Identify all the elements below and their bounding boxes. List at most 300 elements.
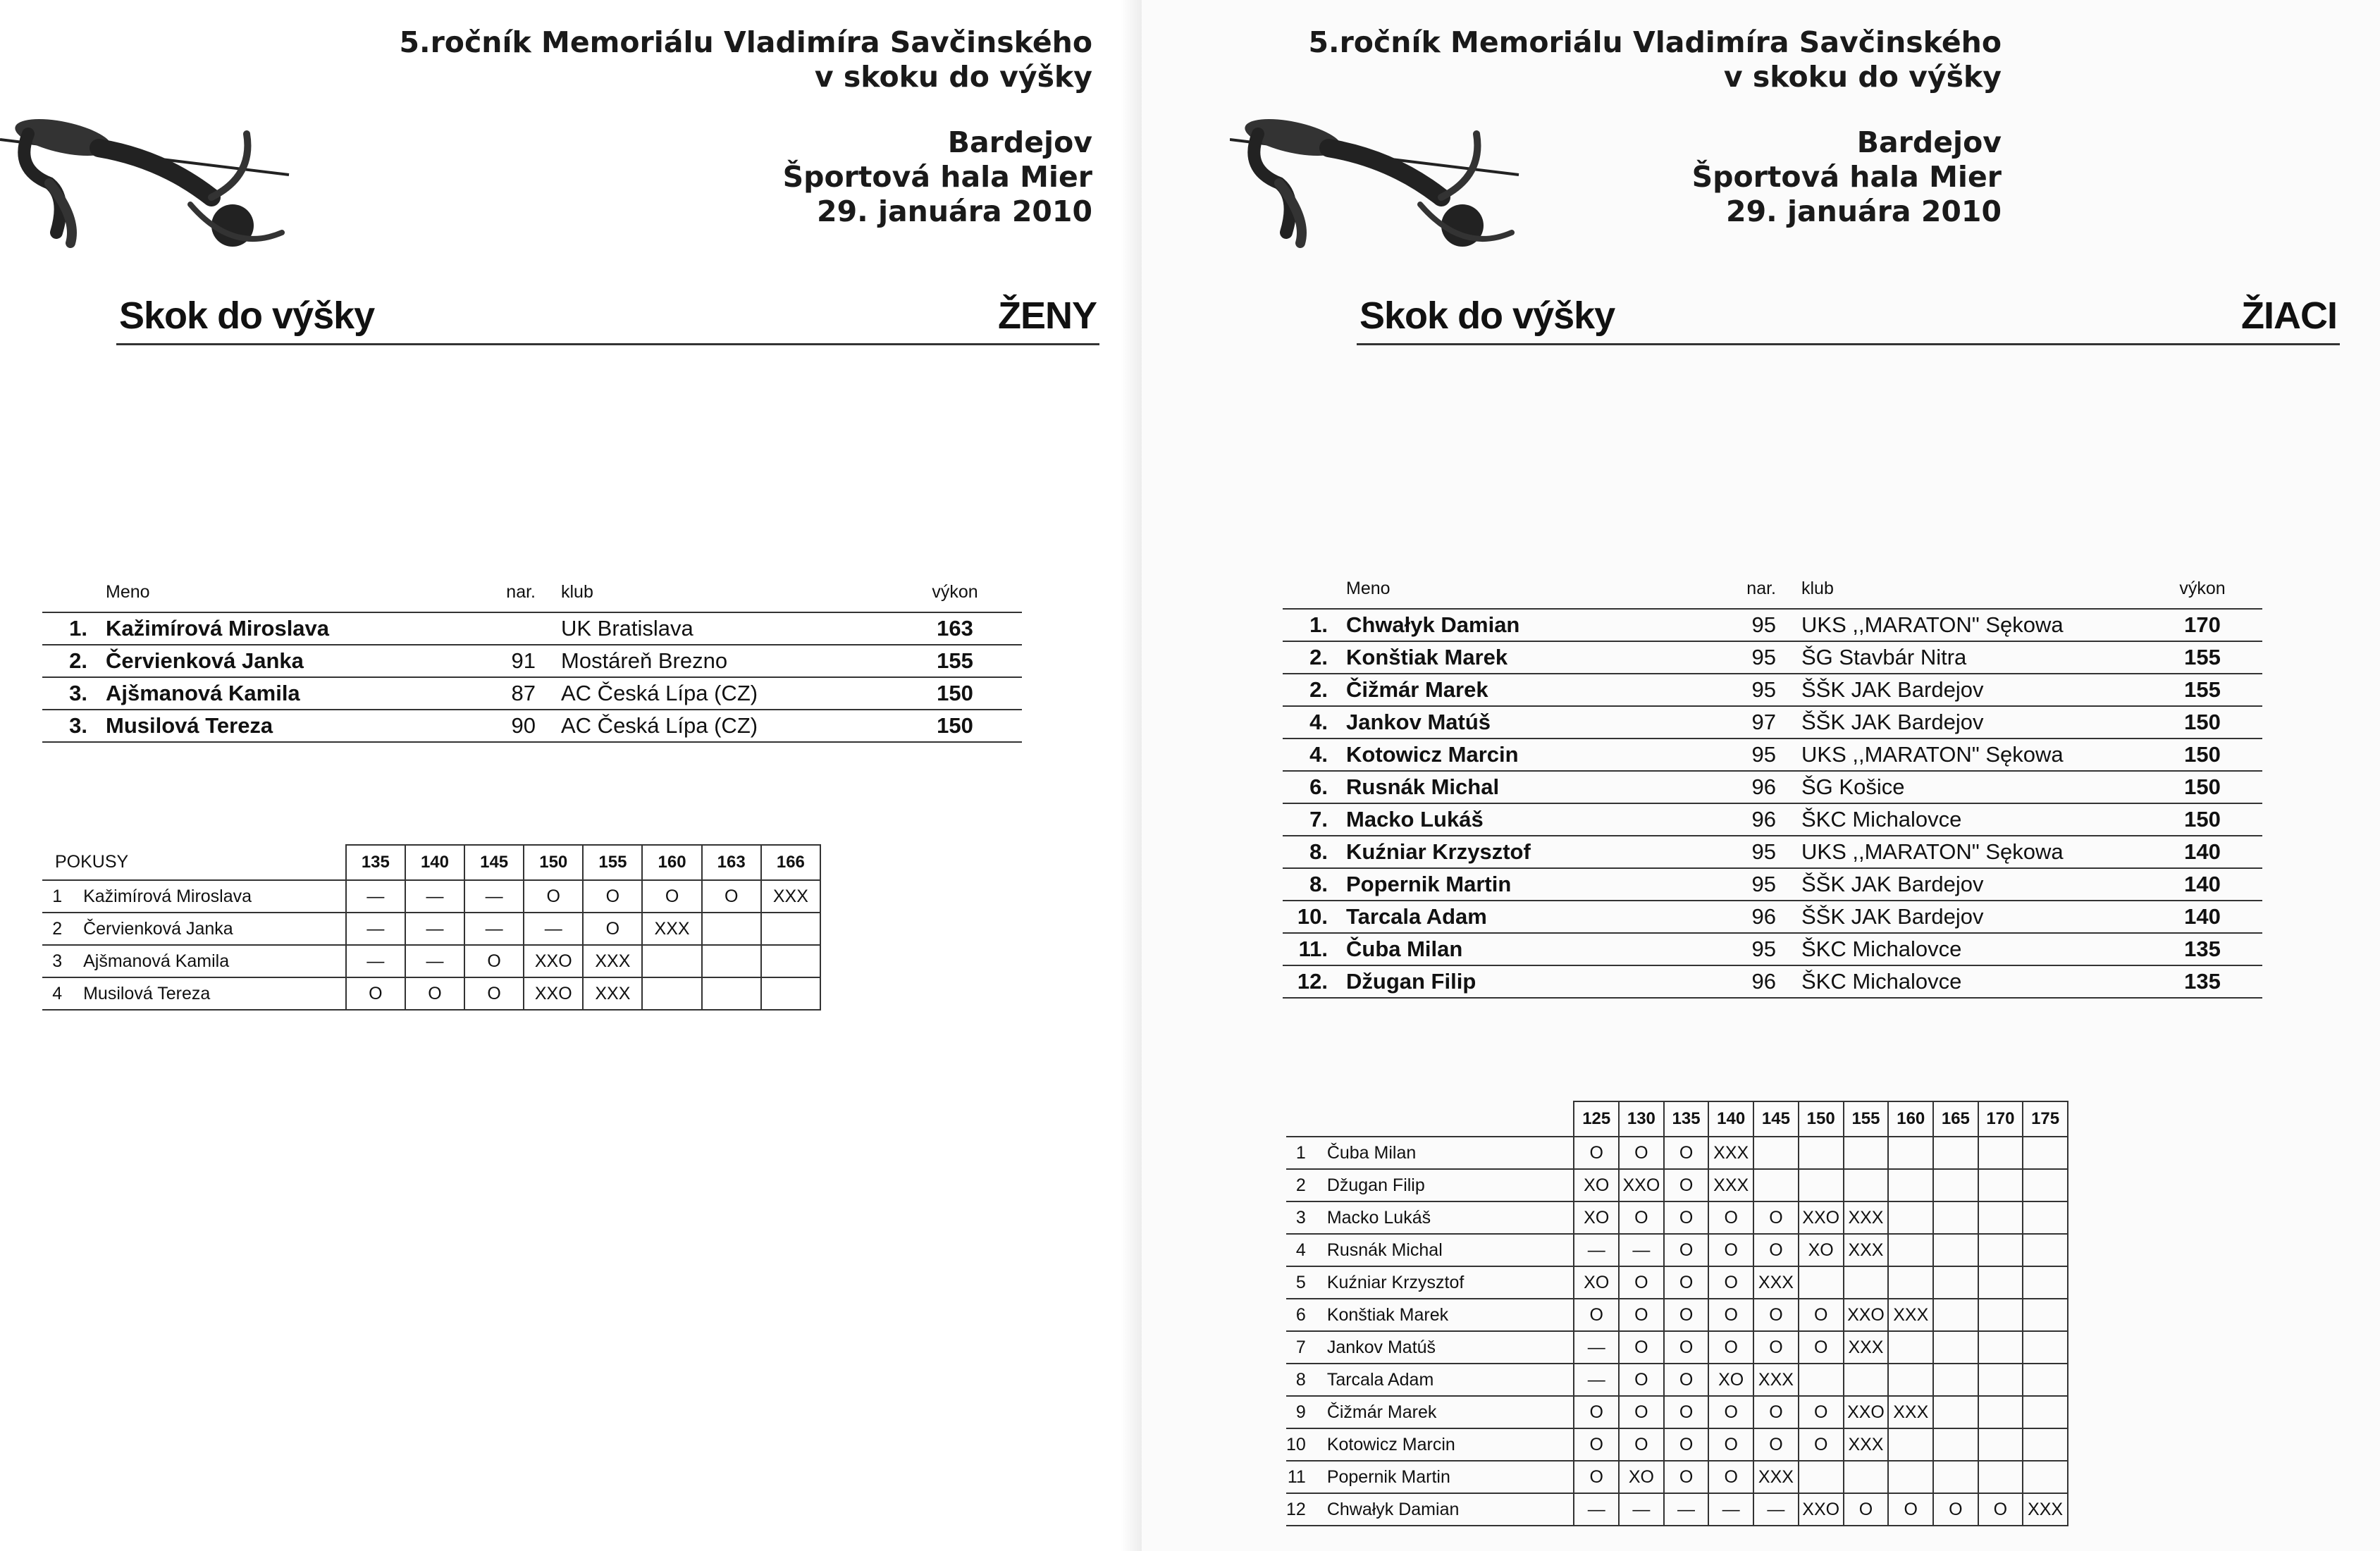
attempts-header-row	[1286, 1101, 2068, 1137]
attempt-mark: XXO	[1799, 1201, 1844, 1234]
result-year: 96	[1677, 901, 1797, 933]
header-name: Meno	[106, 582, 150, 602]
attempt-mark: O	[1619, 1266, 1664, 1299]
attempt-mark: —	[1664, 1493, 1709, 1526]
height-header: 155	[583, 845, 642, 880]
result-club: ŠŠK JAK Bardejov	[1797, 674, 2142, 706]
attempt-mark: O	[1664, 1428, 1709, 1461]
result-rank: 3.	[42, 677, 106, 710]
attempt-mark: O	[1708, 1331, 1753, 1364]
attempt-mark: O	[405, 977, 464, 1010]
attempt-mark	[761, 913, 820, 945]
attempt-mark: O	[1799, 1299, 1844, 1331]
attempt-mark: O	[1708, 1428, 1753, 1461]
attempt-mark: O	[583, 913, 642, 945]
attempt-mark	[1799, 1364, 1844, 1396]
result-club: UKS ,,MARATON" Sękowa	[1797, 739, 2142, 771]
result-name: Džugan Filip	[1346, 965, 1677, 998]
attempt-mark	[1753, 1169, 1799, 1201]
attempts-header-row	[42, 845, 820, 880]
attempt-mark	[2023, 1201, 2068, 1234]
attempt-mark: XXX	[583, 945, 642, 977]
attempt-mark: —	[405, 913, 464, 945]
attempt-mark	[1933, 1364, 1978, 1396]
attempts-table	[1286, 1101, 2068, 1526]
attempt-mark	[1844, 1461, 1889, 1493]
attempt-mark: XO	[1574, 1169, 1619, 1201]
result-club: ŠG Košice	[1797, 771, 2142, 803]
table-row	[1283, 739, 2262, 771]
attempt-mark: O	[1664, 1331, 1709, 1364]
result-rank: 12.	[1283, 965, 1346, 998]
attempt-mark	[1933, 1137, 1978, 1169]
attempt-index: 1	[42, 880, 79, 913]
attempt-mark: O	[1574, 1299, 1619, 1331]
result-club: AC Česká Lípa (CZ)	[557, 710, 888, 742]
table-row	[1283, 901, 2262, 933]
attempt-mark	[1888, 1364, 1933, 1396]
attempt-mark	[1799, 1169, 1844, 1201]
attempt-mark	[1888, 1331, 1933, 1364]
attempt-mark	[2023, 1266, 2068, 1299]
attempt-row	[1286, 1201, 2068, 1234]
height-header: 125	[1574, 1101, 1619, 1137]
result-name: Červienková Janka	[106, 645, 472, 677]
attempt-mark	[1888, 1428, 1933, 1461]
attempt-mark: O	[1664, 1364, 1709, 1396]
attempt-mark: XO	[1619, 1461, 1664, 1493]
attempt-mark: O	[1664, 1137, 1709, 1169]
attempt-mark: XXX	[1708, 1169, 1753, 1201]
attempt-mark	[1888, 1201, 1933, 1234]
attempt-athlete: Džugan Filip	[1323, 1169, 1574, 1201]
attempt-mark: XXX	[761, 880, 820, 913]
attempt-mark	[1844, 1266, 1889, 1299]
result-name: Kuźniar Krzysztof	[1346, 836, 1677, 868]
table-row	[1283, 965, 2262, 998]
table-row	[42, 677, 1022, 710]
height-header: 166	[761, 845, 820, 880]
attempt-mark	[1888, 1266, 1933, 1299]
result-name: Čuba Milan	[1346, 933, 1677, 965]
attempt-index: 2	[42, 913, 79, 945]
attempt-row	[1286, 1234, 2068, 1266]
result-year: 96	[1677, 965, 1797, 998]
attempt-mark: —	[1619, 1234, 1664, 1266]
attempt-mark: —	[1574, 1331, 1619, 1364]
attempt-mark: O	[464, 977, 524, 1010]
attempt-mark	[1978, 1169, 2023, 1201]
attempt-mark: XO	[1799, 1234, 1844, 1266]
attempt-mark: —	[1753, 1493, 1799, 1526]
attempt-mark: —	[405, 945, 464, 977]
attempt-mark	[1933, 1461, 1978, 1493]
attempt-mark: O	[1619, 1396, 1664, 1428]
attempt-mark	[2023, 1364, 2068, 1396]
attempts-table	[42, 844, 821, 1011]
attempt-mark: O	[1619, 1201, 1664, 1234]
section-title-bar	[116, 289, 1099, 345]
header-result: výkon	[2179, 579, 2226, 598]
attempt-mark	[702, 977, 761, 1010]
result-rank: 2.	[42, 645, 106, 677]
result-year: 95	[1677, 641, 1797, 674]
attempt-index: 2	[1286, 1169, 1323, 1201]
height-header: 150	[1799, 1101, 1844, 1137]
result-year: 95	[1677, 739, 1797, 771]
result-name: Tarcala Adam	[1346, 901, 1677, 933]
results-header-row	[42, 573, 1022, 612]
event-header	[352, 25, 1092, 229]
event-city: Bardejov	[1856, 125, 2002, 159]
attempt-mark	[1933, 1396, 1978, 1428]
result-result: 150	[888, 677, 1022, 710]
attempt-row	[1286, 1461, 2068, 1493]
event-subtitle: v skoku do výšky	[1723, 60, 2002, 94]
attempt-mark: XO	[1574, 1266, 1619, 1299]
attempt-mark	[1978, 1461, 2023, 1493]
attempt-row	[1286, 1169, 2068, 1201]
category-title: ŽENY	[997, 295, 1097, 337]
result-result: 140	[2142, 868, 2262, 901]
result-club: ŠKC Michalovce	[1797, 965, 2142, 998]
attempt-mark	[2023, 1137, 2068, 1169]
table-row	[1283, 706, 2262, 739]
attempt-row	[1286, 1493, 2068, 1526]
discipline-title: Skok do výšky	[119, 295, 375, 337]
header-year: nar.	[1746, 579, 1776, 598]
result-name: Čižmár Marek	[1346, 674, 1677, 706]
event-date: 29. januára 2010	[817, 194, 1092, 228]
result-club: ŠŠK JAK Bardejov	[1797, 868, 2142, 901]
result-name: Jankov Matúš	[1346, 706, 1677, 739]
attempt-mark	[1978, 1299, 2023, 1331]
result-club: ŠŠK JAK Bardejov	[1797, 706, 2142, 739]
event-subtitle: v skoku do výšky	[814, 60, 1092, 94]
attempt-mark	[2023, 1169, 2068, 1201]
attempt-mark: O	[1708, 1396, 1753, 1428]
attempt-mark: O	[1574, 1461, 1619, 1493]
attempt-mark	[761, 977, 820, 1010]
result-result: 150	[2142, 771, 2262, 803]
attempt-mark	[2023, 1331, 2068, 1364]
attempt-athlete: Kotowicz Marcin	[1323, 1428, 1574, 1461]
height-header: 155	[1844, 1101, 1889, 1137]
attempt-mark	[761, 945, 820, 977]
table-row	[1283, 641, 2262, 674]
attempt-mark	[1978, 1331, 2023, 1364]
result-year: 90	[472, 710, 557, 742]
attempt-mark: O	[1978, 1493, 2023, 1526]
attempt-mark: XXX	[1888, 1396, 1933, 1428]
attempt-mark: XXX	[1888, 1299, 1933, 1331]
attempt-mark	[2023, 1299, 2068, 1331]
result-year: 95	[1677, 868, 1797, 901]
attempt-mark: O	[702, 880, 761, 913]
result-year: 87	[472, 677, 557, 710]
attempt-mark: O	[1799, 1428, 1844, 1461]
result-rank: 3.	[42, 710, 106, 742]
attempt-mark: XXO	[524, 945, 583, 977]
attempt-mark: —	[1574, 1234, 1619, 1266]
attempt-mark	[1844, 1169, 1889, 1201]
height-header: 135	[1664, 1101, 1709, 1137]
result-name: Kotowicz Marcin	[1346, 739, 1677, 771]
result-year: 97	[1677, 706, 1797, 739]
attempt-mark: XXO	[1844, 1299, 1889, 1331]
attempt-index: 6	[1286, 1299, 1323, 1331]
attempt-mark: O	[1708, 1266, 1753, 1299]
result-club: UKS ,,MARATON" Sękowa	[1797, 609, 2142, 641]
attempt-index: 4	[1286, 1234, 1323, 1266]
height-header: 130	[1619, 1101, 1664, 1137]
height-header: 150	[524, 845, 583, 880]
attempt-mark: XXX	[2023, 1493, 2068, 1526]
attempt-index: 11	[1286, 1461, 1323, 1493]
attempt-mark	[2023, 1396, 2068, 1428]
attempt-mark	[1933, 1201, 1978, 1234]
attempt-row	[42, 945, 820, 977]
attempt-mark: XO	[1708, 1364, 1753, 1396]
result-rank: 7.	[1283, 803, 1346, 836]
result-year	[472, 612, 557, 645]
attempt-athlete: Popernik Martin	[1323, 1461, 1574, 1493]
attempt-mark: XXO	[1619, 1169, 1664, 1201]
table-row	[1283, 803, 2262, 836]
attempt-mark: O	[1708, 1234, 1753, 1266]
attempt-mark: O	[346, 977, 405, 1010]
attempt-athlete: Jankov Matúš	[1323, 1331, 1574, 1364]
attempt-mark: —	[464, 913, 524, 945]
height-header: 160	[1888, 1101, 1933, 1137]
attempt-mark: O	[1753, 1299, 1799, 1331]
table-row	[1283, 933, 2262, 965]
attempt-athlete: Macko Lukáš	[1323, 1201, 1574, 1234]
result-name: Chwałyk Damian	[1346, 609, 1677, 641]
attempt-mark	[702, 945, 761, 977]
attempt-mark: O	[1664, 1266, 1709, 1299]
attempt-row	[1286, 1428, 2068, 1461]
attempt-row	[1286, 1137, 2068, 1169]
attempt-mark	[1933, 1266, 1978, 1299]
attempt-athlete: Kuźniar Krzysztof	[1323, 1266, 1574, 1299]
result-result: 150	[888, 710, 1022, 742]
result-club: ŠG Stavbár Nitra	[1797, 641, 2142, 674]
event-venue: Športová hala Mier	[1691, 160, 2002, 194]
event-city: Bardejov	[947, 125, 1092, 159]
result-club: ŠKC Michalovce	[1797, 933, 2142, 965]
attempt-row	[1286, 1331, 2068, 1364]
height-header: 175	[2023, 1101, 2068, 1137]
attempt-index: 9	[1286, 1396, 1323, 1428]
header-result: výkon	[932, 582, 978, 602]
attempt-athlete: Čižmár Marek	[1323, 1396, 1574, 1428]
attempt-athlete: Ajšmanová Kamila	[79, 945, 346, 977]
result-rank: 10.	[1283, 901, 1346, 933]
attempt-athlete: Musilová Tereza	[79, 977, 346, 1010]
result-rank: 2.	[1283, 674, 1346, 706]
category-title: ŽIACI	[2241, 295, 2337, 337]
attempt-mark: O	[1708, 1299, 1753, 1331]
left-page	[0, 0, 1142, 1551]
attempt-mark: O	[1888, 1493, 1933, 1526]
attempt-mark	[2023, 1428, 2068, 1461]
attempt-mark: XXX	[642, 913, 701, 945]
attempt-mark	[1933, 1331, 1978, 1364]
attempt-mark: O	[1799, 1331, 1844, 1364]
attempt-mark	[1978, 1428, 2023, 1461]
height-header: 145	[1753, 1101, 1799, 1137]
attempt-mark	[1933, 1234, 1978, 1266]
attempt-mark	[1978, 1201, 2023, 1234]
result-rank: 8.	[1283, 836, 1346, 868]
attempt-mark: O	[1619, 1331, 1664, 1364]
attempt-mark: O	[1664, 1396, 1709, 1428]
attempt-index: 3	[42, 945, 79, 977]
attempt-mark	[1799, 1266, 1844, 1299]
attempt-mark: XXX	[583, 977, 642, 1010]
attempt-mark	[1888, 1169, 1933, 1201]
height-header: 140	[1708, 1101, 1753, 1137]
attempt-mark: O	[1844, 1493, 1889, 1526]
attempt-mark: O	[1753, 1201, 1799, 1234]
attempt-mark	[1978, 1234, 2023, 1266]
attempt-mark: XXX	[1844, 1234, 1889, 1266]
results-table	[1283, 569, 2262, 999]
header-club: klub	[1801, 579, 1834, 598]
table-row	[42, 645, 1022, 677]
attempt-mark: O	[1574, 1428, 1619, 1461]
attempt-mark: O	[1933, 1493, 1978, 1526]
attempt-mark: O	[642, 880, 701, 913]
result-result: 135	[2142, 933, 2262, 965]
result-name: Macko Lukáš	[1346, 803, 1677, 836]
attempt-mark	[1933, 1299, 1978, 1331]
result-year: 95	[1677, 933, 1797, 965]
attempt-mark: —	[405, 880, 464, 913]
results-header-row	[1283, 569, 2262, 609]
attempt-mark: —	[346, 945, 405, 977]
header-club: klub	[561, 582, 593, 602]
attempt-mark	[1978, 1266, 2023, 1299]
attempt-mark: XXX	[1708, 1137, 1753, 1169]
results-table	[42, 573, 1022, 743]
result-result: 150	[2142, 803, 2262, 836]
attempt-index: 4	[42, 977, 79, 1010]
height-header: 140	[405, 845, 464, 880]
high-jumper-logo	[0, 92, 296, 261]
result-club: ŠŠK JAK Bardejov	[1797, 901, 2142, 933]
result-year: 91	[472, 645, 557, 677]
attempt-mark	[1888, 1137, 1933, 1169]
section-title-bar	[1357, 289, 2340, 345]
discipline-title: Skok do výšky	[1359, 295, 1615, 337]
attempt-mark: O	[1753, 1331, 1799, 1364]
attempt-mark: O	[1664, 1461, 1709, 1493]
result-year: 95	[1677, 674, 1797, 706]
table-row	[1283, 868, 2262, 901]
attempt-mark: O	[1708, 1461, 1753, 1493]
result-club: ŠKC Michalovce	[1797, 803, 2142, 836]
event-title: 5.ročník Memoriálu Vladimíra Savčinského	[399, 25, 1092, 59]
attempt-index: 7	[1286, 1331, 1323, 1364]
result-club: UKS ,,MARATON" Sękowa	[1797, 836, 2142, 868]
result-rank: 4.	[1283, 706, 1346, 739]
result-result: 150	[2142, 706, 2262, 739]
attempt-mark: XXO	[1844, 1396, 1889, 1428]
attempts-label: POKUSY	[42, 845, 346, 880]
attempt-mark: —	[1574, 1364, 1619, 1396]
attempt-row	[1286, 1364, 2068, 1396]
attempt-mark: XXX	[1844, 1331, 1889, 1364]
attempt-mark	[1753, 1137, 1799, 1169]
attempt-mark: —	[346, 880, 405, 913]
attempt-mark	[1978, 1364, 2023, 1396]
attempt-mark: XXX	[1753, 1266, 1799, 1299]
attempt-mark	[1978, 1137, 2023, 1169]
attempt-mark	[1799, 1461, 1844, 1493]
result-result: 155	[888, 645, 1022, 677]
attempt-mark: O	[1619, 1299, 1664, 1331]
attempt-athlete: Čuba Milan	[1323, 1137, 1574, 1169]
result-result: 155	[2142, 641, 2262, 674]
attempt-mark	[642, 977, 701, 1010]
attempt-mark: —	[1619, 1493, 1664, 1526]
attempt-athlete: Kažimírová Miroslava	[79, 880, 346, 913]
attempt-athlete: Rusnák Michal	[1323, 1234, 1574, 1266]
attempt-mark: XXX	[1844, 1428, 1889, 1461]
attempt-mark	[2023, 1234, 2068, 1266]
result-name: Kažimírová Miroslava	[106, 612, 472, 645]
attempt-row	[1286, 1396, 2068, 1428]
attempt-athlete: Tarcala Adam	[1323, 1364, 1574, 1396]
attempt-mark: XXX	[1753, 1364, 1799, 1396]
attempt-mark	[1933, 1428, 1978, 1461]
result-result: 140	[2142, 901, 2262, 933]
height-header: 165	[1933, 1101, 1978, 1137]
result-rank: 4.	[1283, 739, 1346, 771]
attempt-index: 10	[1286, 1428, 1323, 1461]
attempt-mark: —	[464, 880, 524, 913]
result-result: 140	[2142, 836, 2262, 868]
table-row	[1283, 771, 2262, 803]
height-header: 135	[346, 845, 405, 880]
attempt-mark: O	[1799, 1396, 1844, 1428]
attempt-mark: —	[346, 913, 405, 945]
attempt-mark: XXX	[1753, 1461, 1799, 1493]
attempt-mark: O	[1753, 1234, 1799, 1266]
result-result: 155	[2142, 674, 2262, 706]
attempt-mark: O	[1574, 1137, 1619, 1169]
result-name: Musilová Tereza	[106, 710, 472, 742]
result-club: Mostáreň Brezno	[557, 645, 888, 677]
attempt-index: 8	[1286, 1364, 1323, 1396]
attempt-mark: O	[1619, 1137, 1664, 1169]
result-rank: 8.	[1283, 868, 1346, 901]
attempt-athlete: Konštiak Marek	[1323, 1299, 1574, 1331]
attempt-mark: XO	[1574, 1201, 1619, 1234]
result-year: 95	[1677, 609, 1797, 641]
table-row	[1283, 609, 2262, 641]
attempt-athlete: Červienková Janka	[79, 913, 346, 945]
result-year: 96	[1677, 771, 1797, 803]
attempt-mark: O	[1708, 1201, 1753, 1234]
attempt-mark: O	[464, 945, 524, 977]
attempt-mark: XXO	[524, 977, 583, 1010]
attempt-index: 5	[1286, 1266, 1323, 1299]
attempt-mark	[1844, 1137, 1889, 1169]
height-header: 163	[702, 845, 761, 880]
